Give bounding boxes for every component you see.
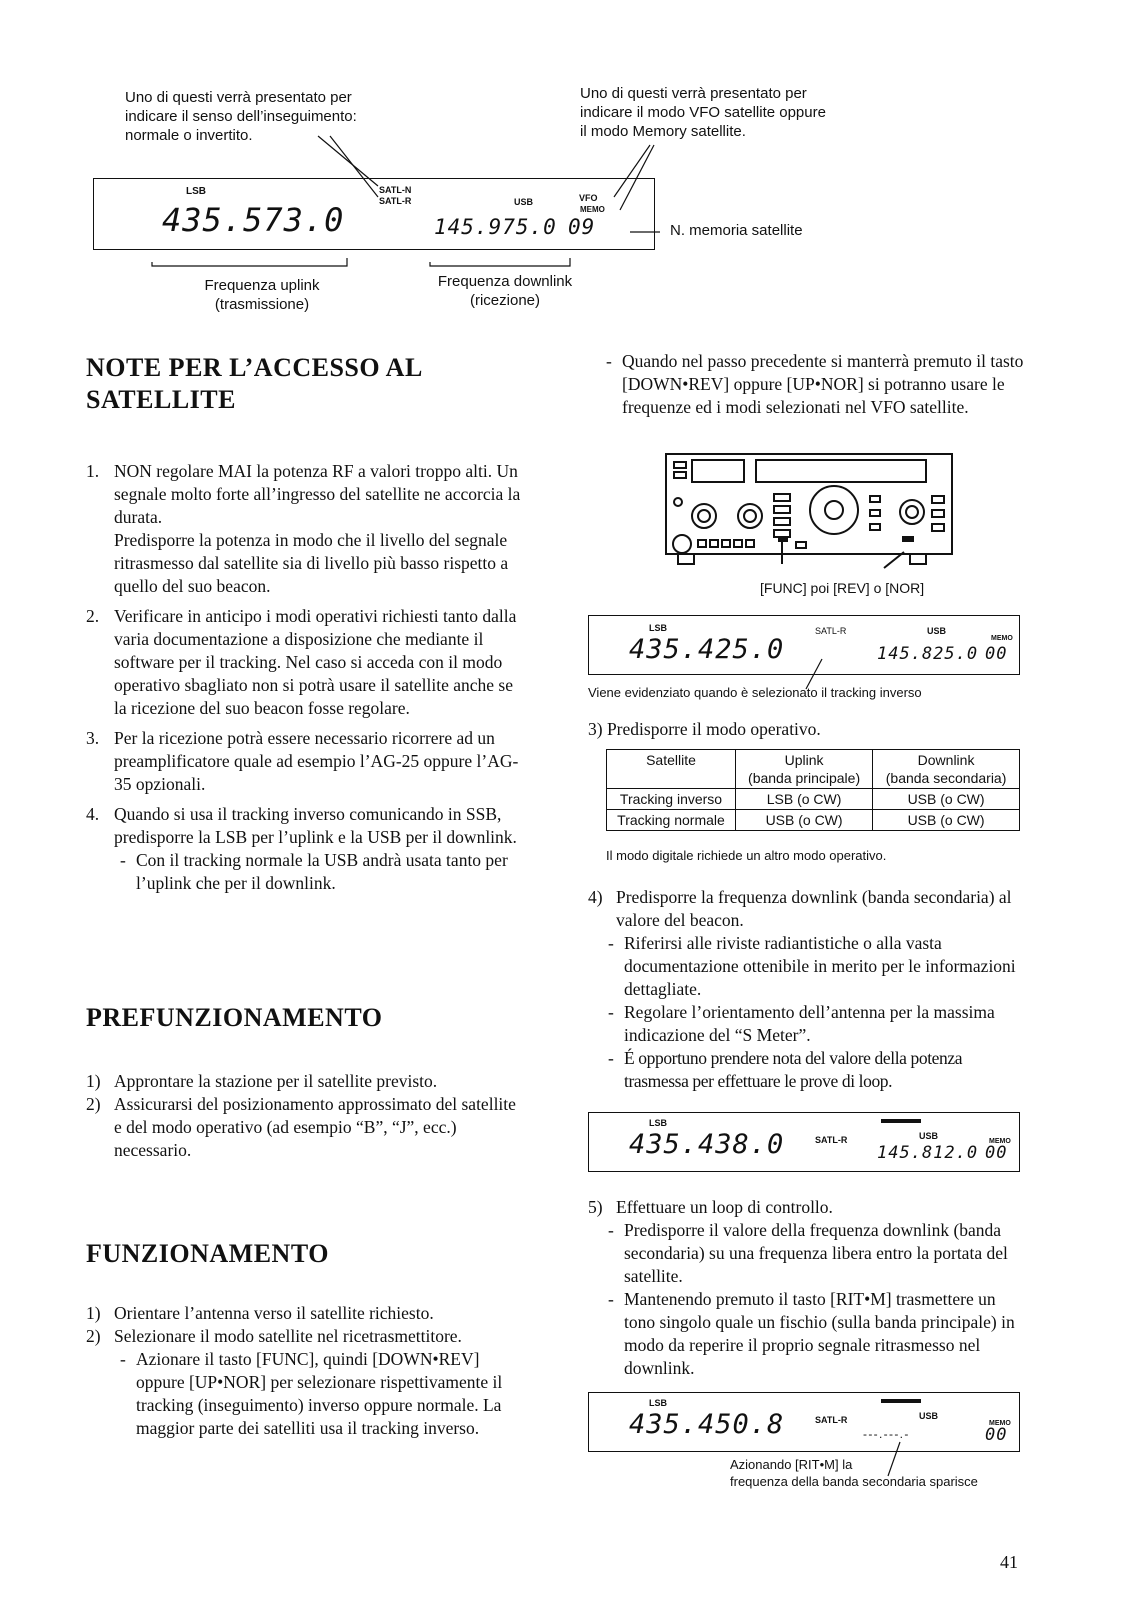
table-cell: Tracking inverso bbox=[607, 789, 736, 810]
heading-satellite-notes bbox=[86, 352, 526, 416]
note-line: Uno di questi verrà presentato per bbox=[580, 85, 807, 102]
caption-line: Azionando [RIT•M] la bbox=[730, 1457, 853, 1472]
list-item bbox=[86, 1093, 526, 1162]
downlink-label-line: Frequenza downlink bbox=[437, 273, 573, 290]
satl-r-indicator: SATL-R bbox=[379, 196, 412, 206]
step-3 bbox=[588, 718, 1018, 741]
note-line: normale o invertito. bbox=[125, 127, 253, 144]
note-line: Uno di questi verrà presentato per bbox=[125, 89, 352, 106]
note-line: il modo Memory satellite. bbox=[580, 123, 746, 140]
heading-funzionamento: FUNZIONAMENTO bbox=[86, 1239, 329, 1268]
memo-indicator: MEMO bbox=[989, 1420, 1011, 1427]
satellite-notes-list bbox=[86, 460, 526, 902]
step-heading bbox=[588, 886, 1020, 932]
step-5 bbox=[588, 1196, 1020, 1380]
item-text: Predisporre la potenza in modo che il livello del segnale ritrasmesso dal satellite sia di livello più basso rispetto a quello del suo beacon. bbox=[114, 530, 509, 596]
memo-indicator: MEMO bbox=[580, 205, 605, 214]
item-number: 1) bbox=[86, 1071, 101, 1091]
header-cell bbox=[607, 750, 736, 789]
item-text: Orientare l’antenna verso il satellite richiesto. bbox=[114, 1303, 434, 1323]
memo-indicator: MEMO bbox=[991, 635, 1013, 642]
step-subtext: - Regolare l’orientamento dell’antenna per la massima indicazione del “S Meter”. bbox=[602, 1001, 1020, 1047]
lcd-display-beacon bbox=[588, 1112, 1020, 1172]
satl-r-indicator: SATL-R bbox=[815, 1415, 848, 1425]
item-number: 4. bbox=[86, 804, 100, 824]
memory-number-readout: 09 bbox=[568, 215, 596, 239]
lcd-display-loop-test bbox=[588, 1392, 1020, 1452]
vfo-indicator: VFO bbox=[579, 193, 598, 203]
step-number: 4) bbox=[588, 887, 603, 907]
memory-number-readout: 00 bbox=[985, 1143, 1008, 1163]
s-meter-bar bbox=[881, 1399, 921, 1403]
item-number: 3. bbox=[86, 728, 100, 748]
mode-usb-indicator: USB bbox=[919, 1411, 939, 1421]
item-number: 1) bbox=[86, 1303, 101, 1323]
memory-number-label: N. memoria satellite bbox=[670, 222, 803, 239]
frequency-downlink-readout: 145.812.0 bbox=[877, 1143, 979, 1163]
table-cell: LSB (o CW) bbox=[736, 789, 873, 810]
step-subs bbox=[588, 932, 1020, 1093]
table-cell: USB (o CW) bbox=[873, 810, 1020, 831]
frequency-downlink-blank: - - - . - - - . - bbox=[863, 1427, 908, 1441]
uplink-label bbox=[182, 276, 342, 314]
heading-prefunzionamento: PREFUNZIONAMENTO bbox=[86, 1003, 383, 1032]
lcd2-caption: Viene evidenziato quando è selezionato il tracking inverso bbox=[588, 685, 922, 700]
frequency-uplink-readout: 435.573.0 bbox=[162, 201, 345, 239]
header-cell bbox=[873, 750, 1020, 789]
s-meter-bar bbox=[881, 1119, 921, 1123]
header-cell bbox=[736, 750, 873, 789]
uplink-label-line: (trasmissione) bbox=[214, 296, 310, 313]
frequency-downlink-readout: 145.975.0 bbox=[434, 215, 557, 239]
header-text: Downlink (banda secondaria) bbox=[885, 752, 1007, 786]
item-text: Selezionare il modo satellite nel ricetrasmettitore. bbox=[114, 1326, 462, 1346]
step-heading bbox=[588, 1196, 1020, 1219]
item-text: Assicurarsi del posizionamento approssimato del satellite e del modo operativo (ad esempio “B”, “J”, ecc.) necessario. bbox=[114, 1094, 516, 1160]
note-line: indicare il modo VFO satellite oppure bbox=[580, 104, 826, 121]
list-item bbox=[86, 1070, 526, 1093]
item-text: Per la ricezione potrà essere necessario ricorrere ad un preamplificatore quale ad esempio l’AG-25 oppure l’AG-35 opzionali. bbox=[114, 728, 519, 794]
list-item bbox=[86, 803, 526, 895]
list-item bbox=[86, 1325, 526, 1440]
heading-line: SATELLITE bbox=[86, 385, 236, 414]
item-number: 1. bbox=[86, 461, 100, 481]
table-note: Il modo digitale richiede un altro modo operativo. bbox=[606, 848, 887, 863]
satl-r-indicator: SATL-R bbox=[815, 626, 847, 636]
step-text: Predisporre il modo operativo. bbox=[606, 719, 821, 739]
caption-line: frequenza della banda secondaria sparisce bbox=[730, 1474, 978, 1489]
frequency-downlink-readout: 145.825.0 bbox=[877, 644, 979, 664]
table-header-row bbox=[607, 750, 1020, 789]
step-subtext: - É opportuno prendere nota del valore della potenza trasmessa per effettuare le prove di loop. bbox=[602, 1047, 1020, 1093]
mode-lsb-indicator: LSB bbox=[186, 186, 206, 197]
item-text: Approntare la stazione per il satellite previsto. bbox=[114, 1071, 438, 1091]
item-number: 2) bbox=[86, 1094, 101, 1114]
satl-r-indicator: SATL-R bbox=[815, 1135, 848, 1145]
prefunzionamento-list bbox=[86, 1070, 526, 1169]
item-text: Quando si usa il tracking inverso comunicando in SSB, predisporre la LSB per l’uplink e la USB per il downlink. bbox=[114, 804, 517, 847]
item-subtext: - Con il tracking normale la USB andrà usata tanto per l’uplink che per il downlink. bbox=[114, 849, 526, 895]
heading-line: NOTE PER L’ACCESSO AL bbox=[86, 353, 423, 382]
mode-usb-indicator: USB bbox=[919, 1131, 939, 1141]
mode-usb-indicator: USB bbox=[927, 626, 947, 636]
page-number: 41 bbox=[1000, 1552, 1018, 1572]
table-cell: USB (o CW) bbox=[736, 810, 873, 831]
step-subs bbox=[588, 1219, 1020, 1380]
mode-lsb-indicator: LSB bbox=[649, 1398, 667, 1408]
downlink-label-line: (ricezione) bbox=[469, 292, 541, 309]
satl-n-indicator: SATL-N bbox=[379, 185, 412, 195]
memory-number-readout: 00 bbox=[985, 1425, 1008, 1445]
mode-usb-indicator: USB bbox=[514, 197, 534, 207]
table-row bbox=[607, 810, 1020, 831]
memo-indicator: MEMO bbox=[989, 1138, 1011, 1145]
uplink-label-line: Frequenza uplink bbox=[204, 277, 320, 294]
list-item bbox=[86, 605, 526, 720]
step-number: 5) bbox=[588, 1197, 603, 1217]
step-number: 3) bbox=[588, 719, 603, 739]
funzionamento-list bbox=[86, 1302, 526, 1447]
step-subtext: - Riferirsi alle riviste radiantistiche o alla vasta documentazione ottenibile in merito per le informazioni dettagliate. bbox=[602, 932, 1020, 1001]
table-cell: USB (o CW) bbox=[873, 789, 1020, 810]
mode-lsb-indicator: LSB bbox=[649, 1118, 667, 1128]
list-item bbox=[86, 1302, 526, 1325]
step-subtext: - Mantenendo premuto il tasto [RIT•M] trasmettere un tono singolo quale un fischio (sulla banda principale) in modo da reperire il proprio segnale ritrasmesso nel downlink. bbox=[602, 1288, 1020, 1380]
header-text: Satellite bbox=[646, 752, 696, 768]
frequency-uplink-readout: 435.438.0 bbox=[629, 1129, 785, 1160]
step-text: Effettuare un loop di controllo. bbox=[616, 1197, 833, 1217]
lcd4-caption bbox=[730, 1456, 978, 1490]
radio-front-panel-drawing bbox=[664, 452, 964, 578]
table-cell: Tracking normale bbox=[607, 810, 736, 831]
intro-paragraph: - Quando nel passo precedente si manterrà premuto il tasto [DOWN•REV] oppure [UP•NOR] si potranno usare le frequenze ed i modi selezionati nel VFO satellite. bbox=[600, 350, 1042, 419]
step-text: Predisporre la frequenza downlink (banda secondaria) al valore del beacon. bbox=[616, 887, 1012, 930]
table-row bbox=[607, 789, 1020, 810]
list-item bbox=[86, 727, 526, 796]
item-text: Verificare in anticipo i modi operativi richiesti tanto dalla varia documentazione a disposizione che mediante il software per il tracking. Nel caso si acceda con il modo operativo sbagliato non si potrà usare il satellite anche se la ricezione del suo beacon fosse regolare. bbox=[114, 606, 517, 718]
note-line: indicare il senso dell’inseguimento: bbox=[125, 108, 357, 125]
step-subtext: - Predisporre il valore della frequenza downlink (banda secondaria) su una frequenza libera entro la portata del satellite. bbox=[602, 1219, 1020, 1288]
header-text: Uplink (banda principale) bbox=[748, 752, 861, 786]
frequency-uplink-readout: 435.450.8 bbox=[629, 1409, 785, 1440]
item-number: 2. bbox=[86, 606, 100, 626]
operating-mode-table bbox=[606, 749, 1020, 831]
memory-number-readout: 00 bbox=[985, 644, 1008, 664]
item-subtext: - Azionare il tasto [FUNC], quindi [DOWN•REV] oppure [UP•NOR] per selezionare rispettivamente il tracking (inseguimento) inverso oppure normale. La maggior parte dei satelliti usa il tracking inverso. bbox=[114, 1348, 526, 1440]
item-text: NON regolare MAI la potenza RF a valori troppo alti. Un segnale molto forte all’ingresso del satellite ne accorcia la durata. bbox=[114, 461, 521, 527]
step-4 bbox=[588, 886, 1020, 1093]
downlink-label bbox=[420, 272, 590, 310]
list-item bbox=[86, 460, 526, 598]
mode-lsb-indicator: LSB bbox=[649, 623, 667, 633]
radio-caption: [FUNC] poi [REV] o [NOR] bbox=[760, 580, 925, 596]
item-number: 2) bbox=[86, 1326, 101, 1346]
frequency-uplink-readout: 435.425.0 bbox=[629, 634, 785, 665]
